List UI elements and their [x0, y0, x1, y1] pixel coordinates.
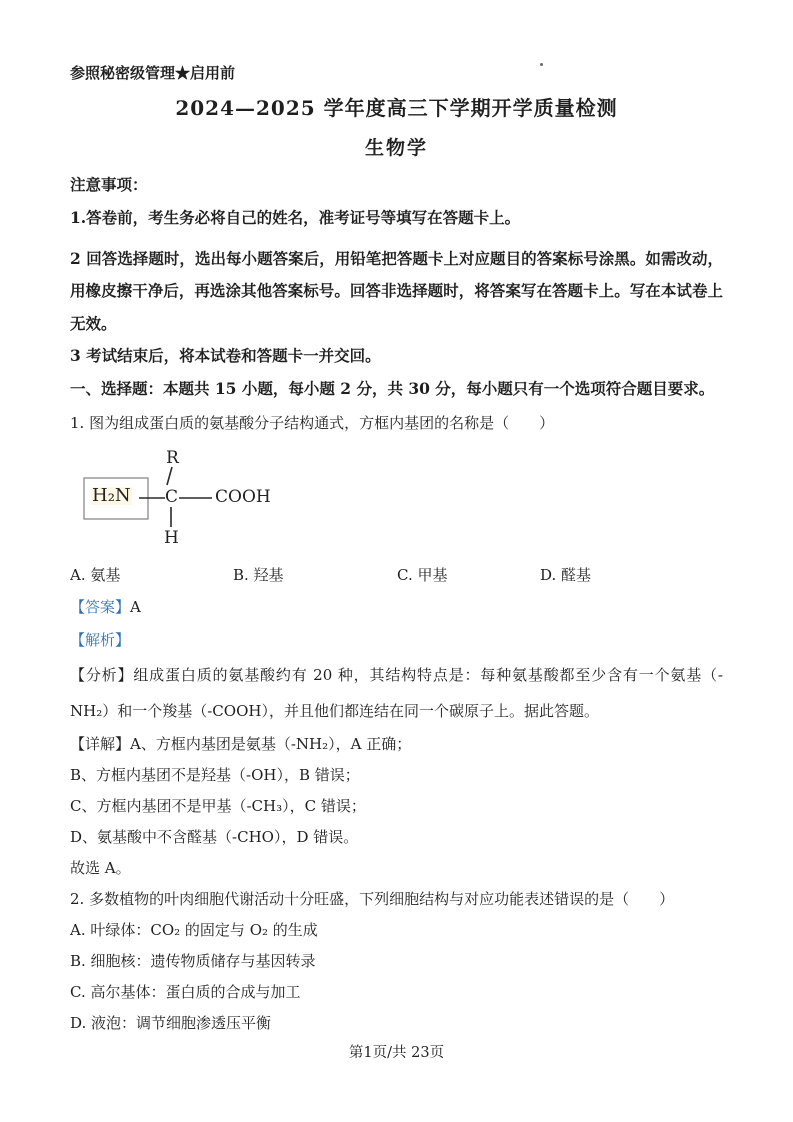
amino-acid-structure-diagram	[82, 447, 292, 553]
security-note: 参照秘密级管理★启用前	[70, 64, 236, 82]
page-number-footer: 第1页/共 23页	[348, 1044, 445, 1061]
q1-option-a: A. 氨基	[70, 565, 121, 584]
page-subject: 生物学	[364, 137, 428, 159]
q1-analysis-paragraph: 【分析】组成蛋白质的氨基酸约有 20 种，其结构特点是：每种氨基酸都至少含有一个氨基（-NH₂）和一个羧基（-COOH），并且他们都连结在同一个碳原子上。据此答题。	[70, 665, 723, 720]
q1-detail-a: 【详解】A、方框内基团是氨基（-NH₂），A 正确；	[70, 734, 412, 753]
diagram-carboxyl-label: COOH	[215, 486, 271, 507]
question-2-stem: 2. 多数植物的叶肉细胞代谢活动十分旺盛，下列细胞结构与对应功能表述错误的是（ ）	[70, 889, 675, 908]
q2-option-d: D. 液泡：调节细胞渗透压平衡	[70, 1013, 272, 1032]
q1-conclusion: 故选 A。	[70, 858, 131, 877]
q1-answer-line	[70, 591, 723, 624]
answer-label: 【答案】	[70, 597, 131, 616]
q1-option-b: B. 羟基	[233, 565, 284, 584]
q2-option-c: C. 高尔基体：蛋白质的合成与加工	[70, 982, 301, 1001]
answer-value: A	[130, 597, 141, 616]
explanation-label: 【解析】	[70, 630, 131, 649]
diagram-hydrogen-label: H	[164, 527, 179, 548]
q1-option-d: D. 醛基	[540, 565, 592, 584]
notice-item-2: 2 回答选择题时，选出每小题答案后，用铅笔把答题卡上对应题目的答案标号涂黑。如需改动，用橡皮擦干净后，再选涂其他答案标号。回答非选择题时，将答案写在答题卡上。写在本试卷上无效。	[70, 248, 723, 333]
q1-option-c: C. 甲基	[397, 565, 448, 584]
scan-artifact-dot	[540, 63, 543, 66]
q1-explanation-label-line	[70, 624, 723, 657]
diagram-amino-group-label: H₂N	[92, 484, 131, 506]
diagram-carbon-label: C	[165, 486, 179, 507]
q2-option-a: A. 叶绿体：CO₂ 的固定与 O₂ 的生成	[70, 920, 318, 939]
question-1-options	[70, 559, 723, 591]
notice-item-3: 3 考试结束后，将本试卷和答题卡一并交回。	[70, 346, 381, 365]
bond-r-carbon	[167, 467, 172, 485]
notice-heading: 注意事项：	[70, 175, 148, 194]
section-heading: 一、选择题：本题共 15 小题，每小题 2 分，共 30 分，每小题只有一个选项符合题目要求。	[70, 378, 715, 398]
notice-item-1: 1.答卷前，考生务必将自己的姓名，准考证号等填写在答题卡上。	[70, 208, 521, 227]
question-1-stem: 1. 图为组成蛋白质的氨基酸分子结构通式，方框内基团的名称是（ ）	[70, 413, 555, 432]
page-title: 2024—2025 学年度高三下学期开学质量检测	[175, 96, 618, 120]
q1-detail-b: B、方框内基团不是羟基（-OH），B 错误；	[70, 765, 360, 784]
diagram-r-group-label: R	[166, 447, 179, 468]
q2-option-b: B. 细胞核：遗传物质储存与基因转录	[70, 951, 316, 970]
q1-detail-c: C、方框内基团不是甲基（-CH₃），C 错误；	[70, 796, 366, 815]
q1-detail-d: D、氨基酸中不含醛基（-CHO），D 错误。	[70, 827, 359, 846]
